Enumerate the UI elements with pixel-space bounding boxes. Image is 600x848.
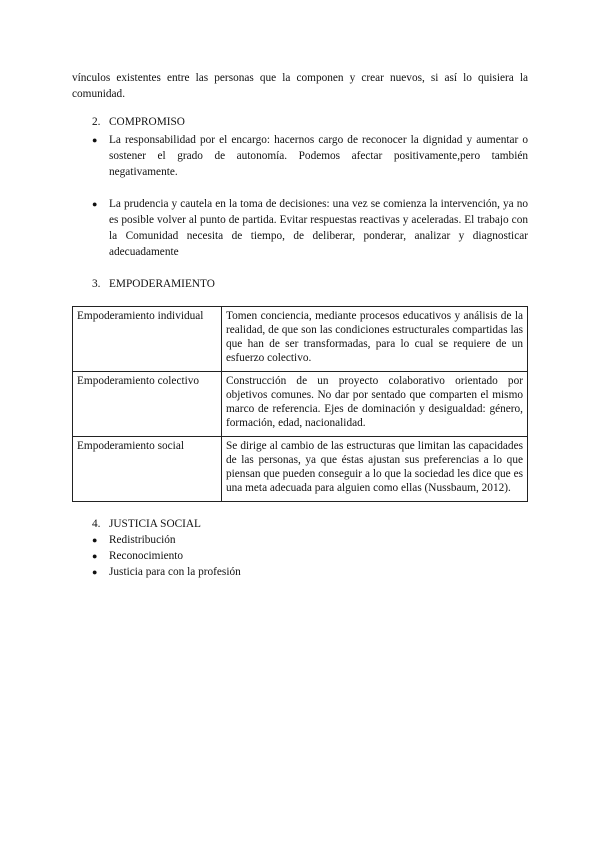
heading-title: COMPROMISO [109,116,185,128]
empoderamiento-table [72,306,528,502]
compromiso-list [92,132,528,260]
bullet-icon: ● [92,135,98,145]
table-row [73,437,528,502]
bullet-icon: ● [92,199,98,209]
list-item: ● Reconocimiento [92,550,184,562]
heading-number: 4. [92,518,101,530]
table-cell-label: Empoderamiento individual [73,307,222,372]
table-cell-text: Tomen conciencia, mediante procesos educativos y análisis de la realidad, de que son las condiciones estructurales compartidas las que han de ser transformadas, para lo cual se requiere de un esfuerzo colectivo. [222,307,528,372]
bullet-icon: ● [92,567,98,577]
list-item: ● La prudencia y cautela en la toma de decisiones: una vez se comienza la intervención, ya no es posible volver al punto de partida. Evitar respuestas reactivas y aceleradas. El trabajo con la Comunidad necesita de tiempo, de deliberar, ponderar, analizar y diagnosticar adecuadamente [92,198,528,258]
heading-justicia [92,516,528,532]
heading-empoderamiento [92,276,528,292]
table-cell-text: Se dirige al cambio de las estructuras que limitan las capacidades de las personas, ya que éstas ajustan sus preferencias a lo que piensan que pueden conseguir a lo que la sociedad les dice que es una meta adecuada para alguien como ellas (Nussbaum, 2012). [222,437,528,502]
justicia-list [92,532,528,580]
table-row [73,372,528,437]
heading-number: 3. [92,278,101,290]
bullet-icon: ● [92,551,98,561]
heading-number: 2. [92,116,101,128]
document-page [72,70,528,580]
list-item: ● Justicia para con la profesión [92,566,241,578]
heading-title: JUSTICIA SOCIAL [109,518,201,530]
table-cell-label: Empoderamiento colectivo [73,372,222,437]
bullet-icon: ● [92,535,98,545]
list-item: ● Redistribución [92,534,176,546]
table-cell-label: Empoderamiento social [73,437,222,502]
heading-compromiso [92,114,528,130]
table-cell-text: Construcción de un proyecto colaborativo orientado por objetivos comunes. No dar por sentado que comparten el mismo marco de referencia. Ejes de dominación y desigualdad: género, formación, edad, nacionalidad. [222,372,528,437]
table-row [73,307,528,372]
list-item: ● La responsabilidad por el encargo: hacernos cargo de reconocer la dignidad y aumentar o sostener el grado de autonomía. Podemos afectar positivamente,pero también negativamente. [92,134,528,178]
intro-paragraph: vínculos existentes entre las personas que la componen y crear nuevos, si así lo quisiera la comunidad. [72,72,528,100]
heading-title: EMPODERAMIENTO [109,278,215,290]
